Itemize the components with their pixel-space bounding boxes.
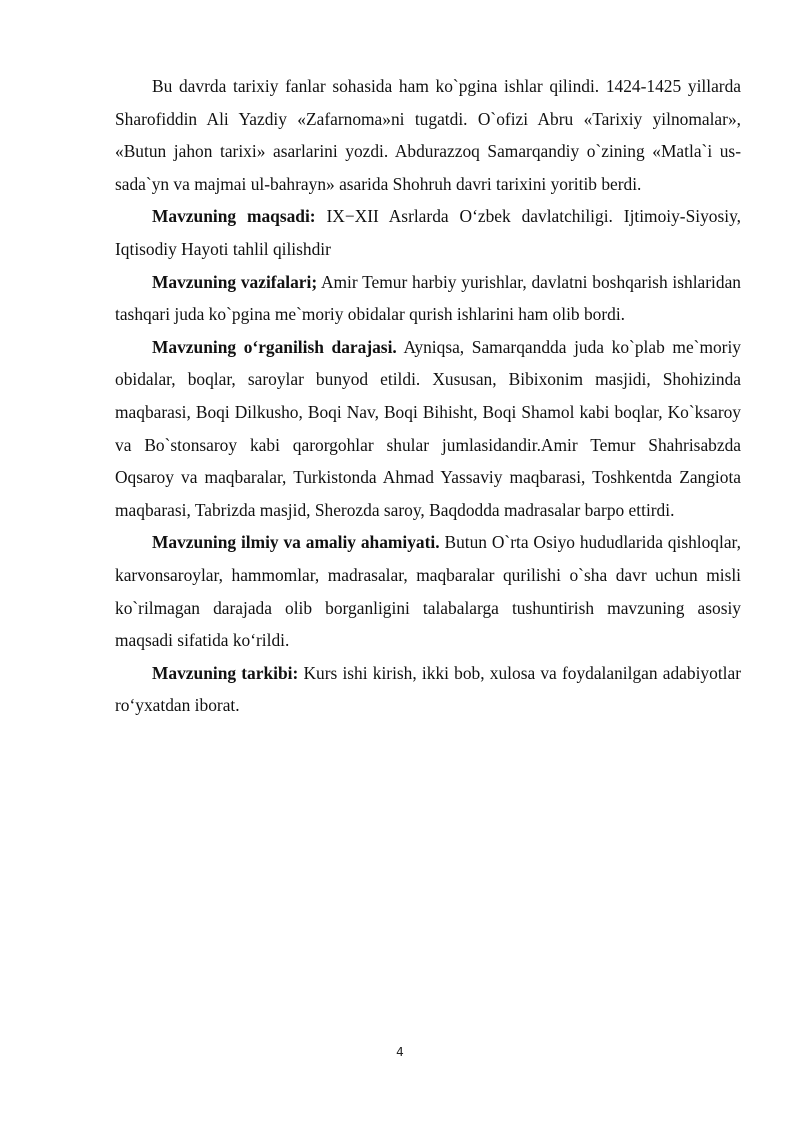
paragraph-tasks <box>115 266 741 331</box>
page-number: 4 <box>396 1045 404 1059</box>
document-body <box>115 70 741 722</box>
paragraph-study-level <box>115 331 741 527</box>
paragraph-text: Butun O`rta Osiyo hududlarida qishloqlar, karvonsaroylar, hammomlar, madrasalar, maqbaralar qurilishi o`sha davr uchun misli ko`rilmagan darajada olib borganligini talabalarga tushuntirish mavzuning asosiy maqsadi sifatida ko‘rildi. <box>115 532 741 651</box>
paragraph-goal <box>115 200 741 265</box>
paragraph-heading: Mavzuning maqsadi: <box>152 206 316 227</box>
paragraph-text: Bu davrda tarixiy fanlar sohasida ham ko`pgina ishlar qilindi. 1424-1425 yillarda Sharofiddin Ali Yazdiy «Zafarnoma»ni tugatdi. O`ofizi Abru «Tarixiy yilnomalar», «Butun jahon tarixi» asarlarini yozdi. Abdurazzoq Samarqandiy o`zining «Matla`i us-sada`yn va majmai ul-bahrayn» asarida Shohruh davri tarixini yoritib berdi. <box>115 76 741 194</box>
paragraph-heading: Mavzuning ilmiy va amaliy ahamiyati. <box>152 532 440 553</box>
paragraph-structure <box>115 657 741 722</box>
paragraph-text: Amir Temur harbiy yurishlar, davlatni boshqarish ishlaridan tashqari juda ko`pgina me`moriy obidalar qurish ishlarini ham olib bordi. <box>115 271 741 325</box>
paragraph-text: Ayniqsa, Samarqandda juda ko`plab me`moriy obidalar, boqlar, saroylar bunyod etildi. Xususan, Bibixonim masjidi, Shohizinda maqbarasi, Boqi Dilkusho, Boqi Nav, Boqi Bihisht, Boqi Shamol kabi boqlar, Ko`ksaroy va Bo`stonsaroy kabi qarorgohlar shular jumlasidandir.Amir Temur Shahrisabzda Oqsaroy va maqbaralar, Turkistonda Ahmad Yassaviy maqbarasi, Toshkentda Zangiota maqbarasi, Tabrizda masjid, Sherozda saroy, Baqdodda madrasalar barpo ettirdi. <box>115 336 741 520</box>
paragraph-historical-sciences <box>115 70 741 200</box>
paragraph-text: Kurs ishi kirish, ikki bob, xulosa va foydalanilgan adabiyotlar ro‘yxatdan iborat. <box>115 662 741 716</box>
paragraph-heading: Mavzuning tarkibi: <box>152 662 299 683</box>
paragraph-text: IX−XII Asrlarda O‘zbek davlatchiligi. Ijtimoiy-Siyosiy, Iqtisodiy Hayoti tahlil qilishdir <box>115 206 742 259</box>
paragraph-heading: Mavzuning vazifalari; <box>152 271 318 292</box>
paragraph-significance <box>115 526 741 656</box>
paragraph-heading: Mavzuning o‘rganilish darajasi. <box>152 336 397 357</box>
